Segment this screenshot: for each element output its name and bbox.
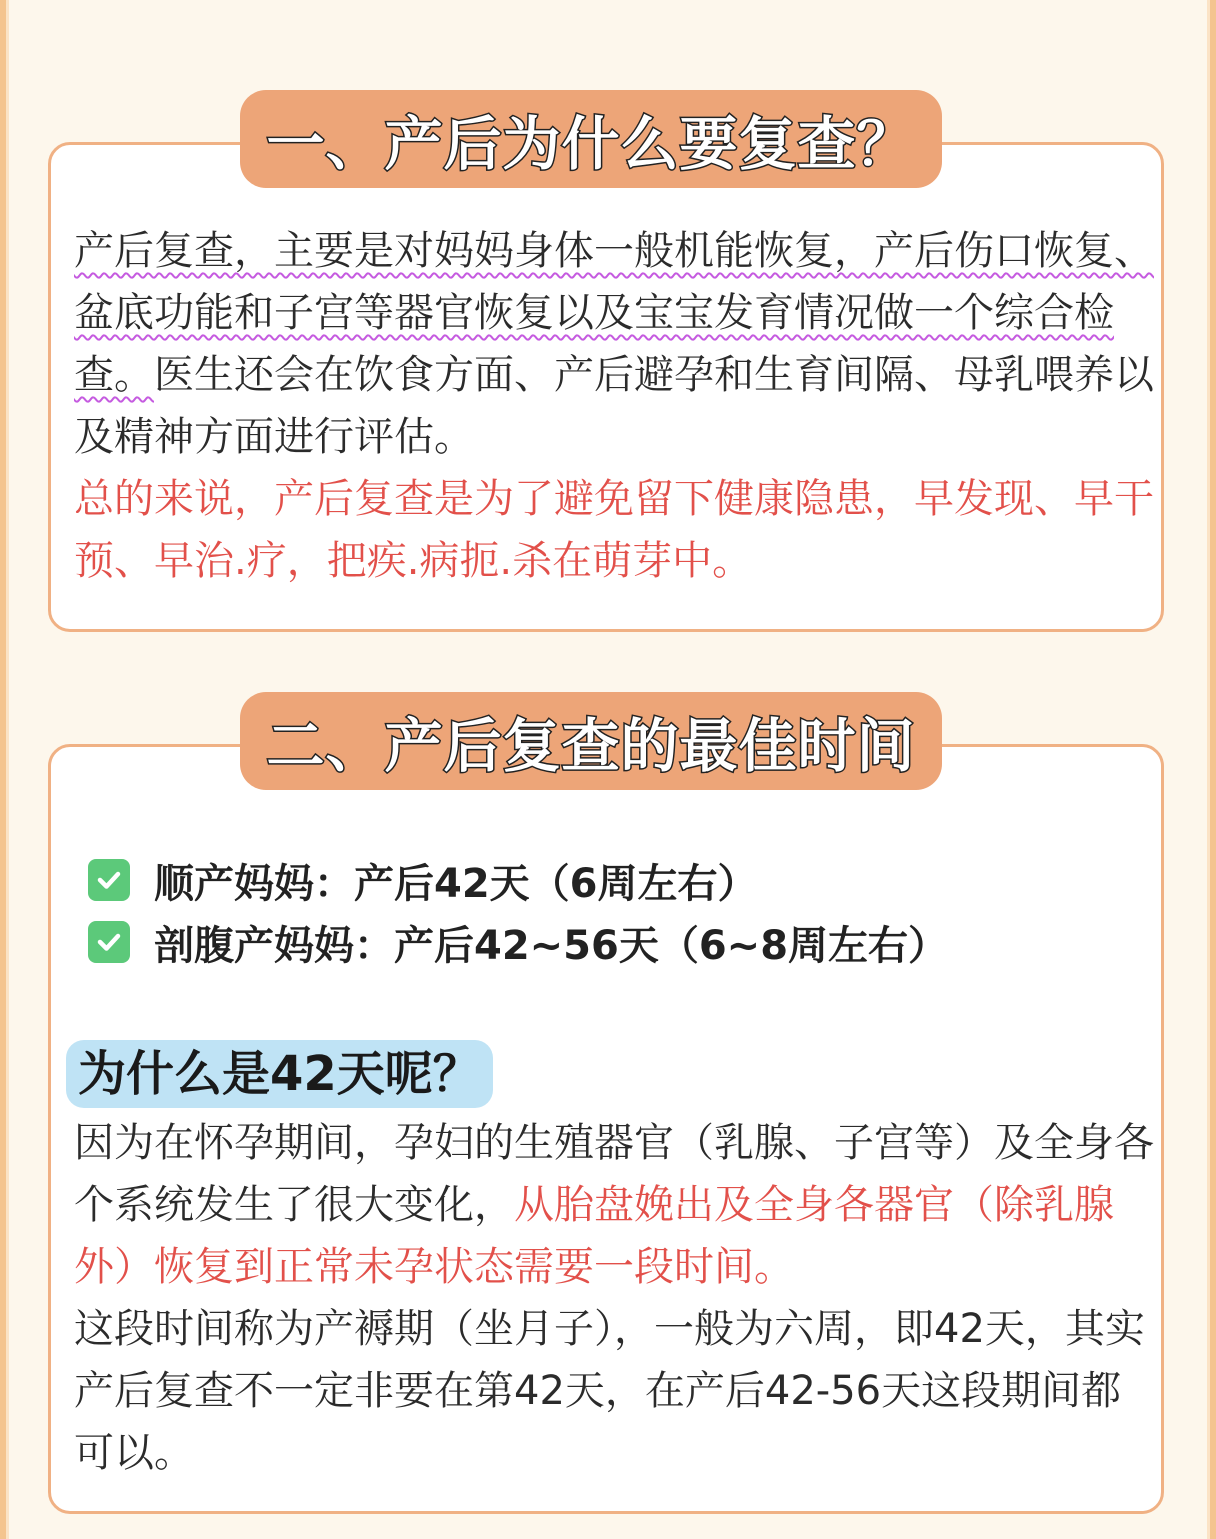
checklist-item-label: 剖腹产妈妈：产后42~56天（6~8周左右） [154,922,949,969]
check-square-icon [88,859,130,901]
section-1-title-pill [240,90,942,188]
checklist-item [88,852,758,908]
section-2-body-part-1: 因为在怀孕期间，孕妇的生殖器官（乳腺、子宫等）及全身各个系统发生了很大变化， [74,1120,1154,1228]
page-edge-right [1210,0,1216,1539]
checklist-item [88,914,948,970]
section-2-title: 二、产后复查的最佳时间 [266,712,916,780]
check-square-icon [88,921,130,963]
section-1-title: 一、产后为什么要复查？ [266,110,916,178]
page-edge-right-inner [1207,0,1210,1539]
section-2-title-pill [240,692,942,790]
section-1-summary: 总的来说，产后复查是为了避免留下健康隐患，早发现、早干预、早治.疗，把疾.病扼.杀在萌芽中。 [74,476,1154,584]
section-2-body [74,1112,1154,1484]
why-42-days-heading: 为什么是42天呢？ [66,1040,493,1108]
section-1-body [74,220,1154,592]
section-1-body-plain: 医生还会在饮食方面、产后避孕和生育间隔、母乳喂养以及精神方面进行评估。 [74,352,1154,460]
section-2-body-highlight: 从胎盘娩出及全身各器官（除乳腺外）恢复到正常未孕状态需要一段时间。 [74,1182,1114,1290]
checklist-item-label: 顺产妈妈：产后42天（6周左右） [154,860,758,907]
section-2-body-part-2: 这段时间称为产褥期（坐月子），一般为六周，即42天，其实产后复查不一定非要在第42天，在产后42-56天这段期间都可以。 [74,1306,1145,1476]
section-1-body-underlined: 产后复查，主要是对妈妈身体一般机能恢复，产后伤口恢复、盆底功能和子宫等器官恢复以及宝宝发育情况做一个综合检查。 [74,228,1154,398]
page-edge-left-inner [6,0,9,1539]
